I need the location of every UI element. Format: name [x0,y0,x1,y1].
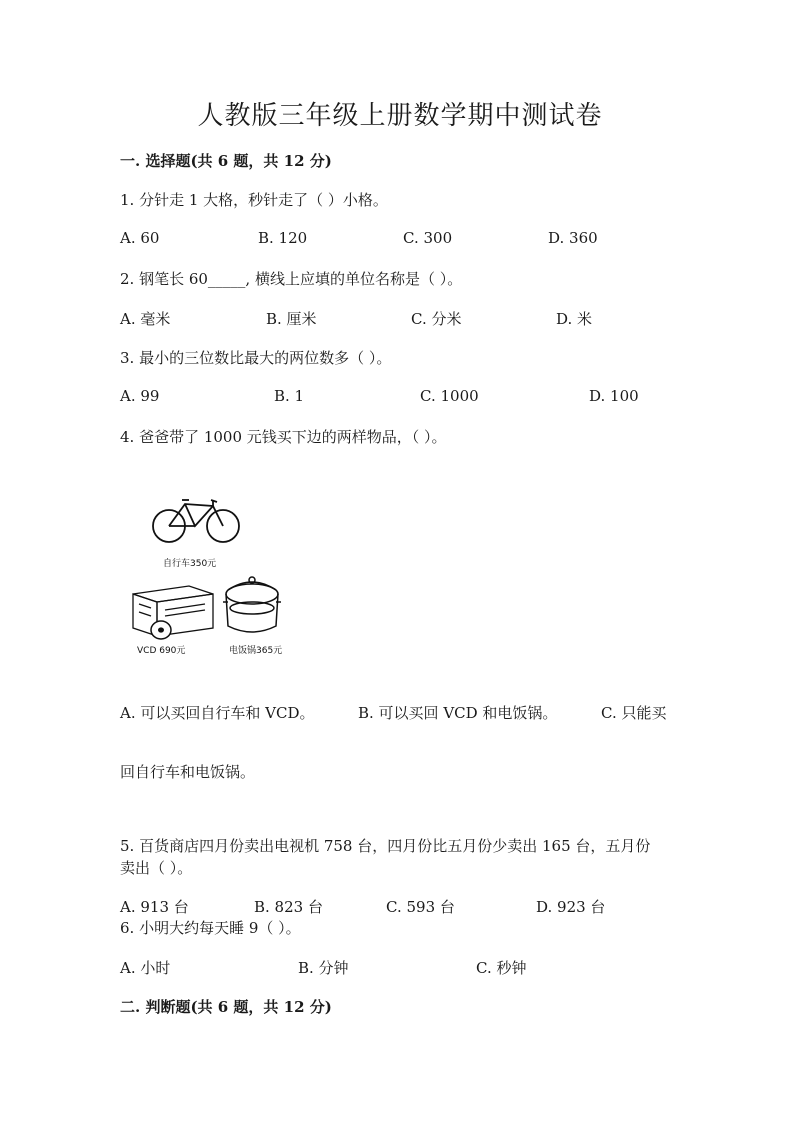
question-3: 3. 最小的三位数比最大的两位数多（ ）。 [120,349,392,367]
q5-option-d: D. 923 台 [536,898,606,916]
bicycle-price-label: 自行车350元 [163,559,217,569]
q4-option-b: B. 可以买回 VCD 和电饭锅。 [358,704,558,722]
q3-option-d: D. 100 [589,387,639,405]
cd-disc-icon [151,621,171,639]
q5-option-c: C. 593 台 [386,898,455,916]
vcd-player-icon [133,586,213,636]
page-title: 人教版三年级上册数学期中测试卷 [197,101,603,131]
q1-option-b: B. 120 [258,229,308,247]
section-heading-choice: 一. 选择题(共 6 题，共 12 分) [120,152,332,170]
q6-option-c: C. 秒钟 [476,959,527,977]
section-heading-true-false: 二. 判断题(共 6 题，共 12 分) [120,998,332,1016]
q5-option-b: B. 823 台 [254,898,323,916]
q1-option-d: D. 360 [548,229,598,247]
question-2: 2. 钢笔长 60_____, 横线上应填的单位名称是（ ）。 [120,270,463,288]
q4-option-a: A. 可以买回自行车和 VCD。 [120,704,315,722]
q2-option-a: A. 毫米 [120,310,171,328]
question-1: 1. 分针走 1 大格，秒针走了（ ）小格。 [120,191,388,209]
q6-option-a: A. 小时 [120,959,171,977]
question-6: 6. 小明大约每天睡 9（ ）。 [120,919,301,937]
q1-option-c: C. 300 [403,229,453,247]
q4-option-c: C. 只能买 [601,704,667,722]
q4-option-c-continuation: 回自行车和电饭锅。 [120,763,256,781]
bicycle-icon [153,500,239,542]
rice-cooker-icon [223,577,281,632]
question-5-line-1: 5. 百货商店四月份卖出电视机 758 台，四月份比五月份少卖出 165 台，五月份 [120,837,651,855]
q3-option-c: C. 1000 [420,387,479,405]
vcd-price-label: VCD 690元 [137,646,186,656]
items-illustration [125,490,295,660]
q1-option-a: A. 60 [120,229,160,247]
q6-option-b: B. 分钟 [298,959,349,977]
q2-option-b: B. 厘米 [266,310,317,328]
q3-option-b: B. 1 [274,387,305,405]
shopping-items-figure [125,490,295,660]
rice-cooker-price-label: 电饭锅365元 [229,646,283,656]
question-4: 4. 爸爸带了 1000 元钱买下边的两样物品，（ ）。 [120,428,447,446]
q5-option-a: A. 913 台 [120,898,189,916]
q2-option-c: C. 分米 [411,310,462,328]
question-5-line-2: 卖出（ ）。 [120,859,193,877]
q3-option-a: A. 99 [120,387,160,405]
q2-option-d: D. 米 [556,310,593,328]
